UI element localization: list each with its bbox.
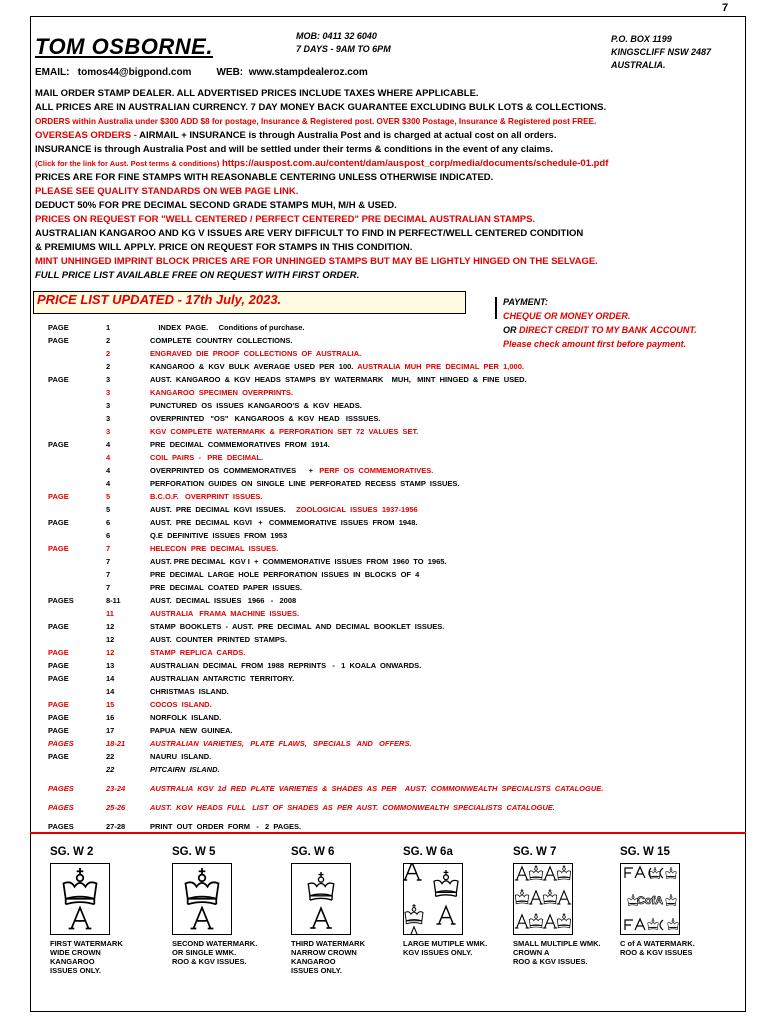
watermark-caption-line: ISSUES ONLY. <box>50 966 101 975</box>
row-page-number: 4 <box>106 466 111 475</box>
watermark-caption-line: ROO & KGV ISSUES. <box>172 957 247 966</box>
row-page-label: PAGE <box>48 752 69 761</box>
watermark-title: SG. W 2 <box>50 846 94 858</box>
terms-line: PRICES ARE FOR FINE STAMPS WITH REASONABLE CENTERING UNLESS OTHERWISE INDICATED. <box>35 172 494 183</box>
terms-line: FULL PRICE LIST AVAILABLE FREE ON REQUEST WITH FIRST ORDER. <box>35 270 360 281</box>
row-description <box>150 388 738 397</box>
index-row[interactable] <box>48 782 738 795</box>
row-description <box>150 427 738 436</box>
watermark-caption-line: NARROW CROWN <box>291 948 357 957</box>
row-page-label: PAGES <box>48 784 74 793</box>
watermark-caption <box>403 939 487 957</box>
row-description <box>150 375 738 384</box>
row-page-label: PAGE <box>48 648 69 657</box>
row-description-text: PRE DECIMAL COMMEMORATIVES FROM 1914. <box>150 440 330 449</box>
row-description-extra: AUSTRALIA MUH PRE DECIMAL PER 1,000. <box>353 362 524 371</box>
svg-text:CofA: CofA <box>636 895 664 907</box>
row-description <box>150 466 738 475</box>
watermark-image <box>172 863 232 935</box>
watermark-drawing <box>621 864 679 934</box>
terms-line: ALL PRICES ARE IN AUSTRALIAN CURRENCY. 7 DAY MONEY BACK GUARANTEE EXCLUDING BULK LOTS & COLLECTIONS. <box>35 102 607 113</box>
index-row[interactable] <box>48 464 738 477</box>
row-description <box>150 505 738 514</box>
watermark-caption-line: C of A WATERMARK. <box>620 939 695 948</box>
index-row[interactable] <box>48 360 738 373</box>
row-description <box>150 544 738 553</box>
watermark-title: SG. W 7 <box>513 846 557 858</box>
row-page-label: PAGES <box>48 803 74 812</box>
row-description <box>150 784 738 793</box>
row-description-text: AUST. KANGAROO & KGV HEADS STAMPS BY WATERMARK MUH, MINT HINGED & FINE USED. <box>150 375 527 384</box>
row-description-text: AUST. PRE DECIMAL KGV I + COMMEMORATIVE ISSUES FROM 1960 TO 1965. <box>150 557 447 566</box>
row-page-number: 7 <box>106 557 111 566</box>
row-page-number: 14 <box>106 674 115 683</box>
row-page-number: 2 <box>106 362 111 371</box>
index-row[interactable] <box>48 412 738 425</box>
watermark-drawing <box>173 864 231 934</box>
row-description-text: Q.E DEFINITIVE ISSUES FROM 1953 <box>150 531 288 540</box>
row-description <box>150 401 738 410</box>
row-description-text: AUSTRALIA KGV 1d RED PLATE VARIETIES & SHADES AS PER AUST. COMMONWEALTH SPECIALISTS CATALOGUE. <box>150 784 604 793</box>
payment-note: Please check amount first before payment. <box>503 339 687 349</box>
watermark-caption-line: SECOND WATERMARK. <box>172 939 258 948</box>
row-description-text: STAMP BOOKLETS - AUST. PRE DECIMAL AND DECIMAL BOOKLET ISSUES. <box>150 622 445 631</box>
row-description-text: KANGAROO & KGV BULK AVERAGE USED PER 100. <box>150 362 354 371</box>
terms-line: MINT UNHINGED IMPRINT BLOCK PRICES ARE FOR UNHINGED STAMPS BUT MAY BE LIGHTLY HINGED ON THE SELVAGE. <box>35 256 598 267</box>
row-description <box>150 596 738 605</box>
row-page-number: 27-28 <box>106 822 126 831</box>
index-row[interactable] <box>48 334 738 347</box>
section-divider <box>30 832 746 834</box>
row-page-number: 7 <box>106 570 111 579</box>
row-description-text: PERFORATION GUIDES ON SINGLE LINE PERFORATED RECESS STAMP ISSUES. <box>150 479 460 488</box>
row-description-text: PRE DECIMAL COATED PAPER ISSUES. <box>150 583 303 592</box>
row-description-text: PAPUA NEW GUINEA. <box>150 726 233 735</box>
row-page-number: 12 <box>106 622 115 631</box>
row-page-label: PAGE <box>48 336 69 345</box>
row-page-number: 23-24 <box>106 784 126 793</box>
address-line-3: AUSTRALIA. <box>611 60 666 70</box>
watermark-caption-line: KGV ISSUES ONLY. <box>403 948 473 957</box>
bank-transfer-link[interactable]: DIRECT CREDIT TO MY BANK ACCOUNT. <box>516 325 697 335</box>
terms-line: PRICES ON REQUEST FOR "WELL CENTERED / PERFECT CENTERED" PRE DECIMAL AUSTRALIAN STAMPS. <box>35 214 536 225</box>
mobile-number: MOB: 0411 32 6040 <box>296 31 377 41</box>
overseas-label: OVERSEAS ORDERS - <box>35 130 137 141</box>
watermark-caption-line: ROO & KGV ISSUES. <box>513 957 588 966</box>
row-description-text: AUST. DECIMAL ISSUES 1966 - 2008 <box>150 596 297 605</box>
row-description <box>150 765 738 774</box>
index-row[interactable] <box>48 685 738 698</box>
row-page-number: 22 <box>106 752 115 761</box>
row-page-number: 3 <box>106 388 111 397</box>
row-description <box>150 739 738 748</box>
online-contact <box>35 67 368 78</box>
overseas-text: AIRMAIL + INSURANCE is through Australia Post and is charged at actual cost on all orders. <box>136 130 557 141</box>
row-description <box>150 440 738 449</box>
row-page-label: PAGE <box>48 440 69 449</box>
row-page-label: PAGE <box>48 700 69 709</box>
index-row[interactable] <box>48 646 738 659</box>
updated-text: PRICE LIST UPDATED - 17th July, 2023. <box>37 292 282 307</box>
row-description <box>150 362 738 371</box>
row-page-label: PAGE <box>48 518 69 527</box>
index-row[interactable] <box>48 737 738 750</box>
row-page-number: 15 <box>106 700 115 709</box>
quality-standards-link[interactable]: PLEASE SEE QUALITY STANDARDS ON WEB PAGE LINK. <box>35 186 299 197</box>
web-label: WEB: <box>216 67 244 78</box>
auspost-note: (Click for the link for Aust. Post terms & conditions) <box>35 159 220 168</box>
index-row[interactable] <box>48 373 738 386</box>
watermark-image <box>403 863 463 935</box>
row-description <box>150 687 738 696</box>
watermark-card <box>513 846 601 966</box>
row-page-number: 3 <box>106 401 111 410</box>
index-row[interactable] <box>48 801 738 814</box>
row-description <box>150 661 738 670</box>
row-description-text: OVERPRINTED OS COMMEMORATIVES + <box>150 466 314 475</box>
watermark-title: SG. W 5 <box>172 846 216 858</box>
index-row[interactable] <box>48 399 738 412</box>
row-description <box>150 726 738 735</box>
index-row[interactable] <box>48 698 738 711</box>
row-description-text: AUSTRALIAN DECIMAL FROM 1988 REPRINTS - 1 KOALA ONWARDS. <box>150 661 422 670</box>
row-description-text: KANGAROO SPECIMEN OVERPRINTS. <box>150 388 293 397</box>
row-page-number: 17 <box>106 726 115 735</box>
dealer-name: TOM OSBORNE. <box>35 34 213 59</box>
row-page-label: PAGE <box>48 661 69 670</box>
terms-line: ORDERS within Australia under $300 ADD $8 for postage, Insurance & Registered post. OVER $300 Postage, Insurance & Registered post FREE. <box>35 117 597 126</box>
row-page-number: 14 <box>106 687 115 696</box>
row-description-extra: ZOOLOGICAL ISSUES 1937-1956 <box>285 505 418 514</box>
watermark-image <box>50 863 110 935</box>
row-description-text: PRINT OUT ORDER FORM - 2 PAGES. <box>150 822 302 831</box>
index-row[interactable] <box>48 711 738 724</box>
row-description <box>150 570 738 579</box>
index-row[interactable] <box>48 386 738 399</box>
watermark-image <box>291 863 351 935</box>
row-page-number: 12 <box>106 635 115 644</box>
row-page-number: 3 <box>106 427 111 436</box>
payment-or: OR <box>503 325 517 335</box>
row-description <box>150 803 738 812</box>
row-description <box>150 492 738 501</box>
index-row[interactable] <box>48 477 738 490</box>
row-description-text: ENGRAVED DIE PROOF COLLECTIONS OF AUSTRALIA. <box>150 349 362 358</box>
row-description-text: STAMP REPLICA CARDS. <box>150 648 246 657</box>
row-page-number: 18-21 <box>106 739 126 748</box>
index-row[interactable] <box>48 438 738 451</box>
row-page-number: 7 <box>106 544 111 553</box>
row-page-label: PAGE <box>48 544 69 553</box>
row-description <box>150 700 738 709</box>
watermark-title: SG. W 6 <box>291 846 335 858</box>
row-page-number: 25-26 <box>106 803 126 812</box>
row-description-text: INDEX PAGE. Conditions of purchase. <box>150 323 305 332</box>
row-description <box>150 648 738 657</box>
email-link[interactable]: tomos44@bigpond.com <box>77 67 192 78</box>
row-page-number: 22 <box>106 765 115 774</box>
row-page-number: 2 <box>106 336 111 345</box>
index-row[interactable] <box>48 542 738 555</box>
watermark-drawing <box>514 864 572 934</box>
row-description <box>150 609 738 618</box>
row-description-extra: PERF OS COMMEMORATIVES. <box>313 466 434 475</box>
email-label: EMAIL: <box>35 67 70 78</box>
payment-cheque: CHEQUE OR MONEY ORDER. <box>503 311 631 321</box>
row-page-number: 12 <box>106 648 115 657</box>
watermark-caption-line: LARGE MUTIPLE WMK. <box>403 939 488 948</box>
row-page-label: PAGE <box>48 375 69 384</box>
row-page-number: 4 <box>106 479 111 488</box>
watermark-caption-line: WIDE CROWN <box>50 948 101 957</box>
index-row[interactable] <box>48 347 738 360</box>
terms-line: INSURANCE is through Australia Post and will be settled under their terms & conditions in the event of any claims. <box>35 144 554 155</box>
row-page-number: 6 <box>106 518 111 527</box>
row-description <box>150 557 738 566</box>
row-description <box>150 349 738 358</box>
row-description <box>150 531 738 540</box>
row-description-text: AUSTRALIAN VARIETIES, PLATE FLAWS, SPECIALS AND OFFERS. <box>150 739 412 748</box>
address-line-1: P.O. BOX 1199 <box>611 34 672 44</box>
row-page-number: 4 <box>106 453 111 462</box>
watermark-card <box>620 846 695 957</box>
watermark-caption <box>172 939 257 966</box>
watermark-title: SG. W 6a <box>403 846 453 858</box>
watermark-caption-line: SMALL MULTIPLE WMK. <box>513 939 601 948</box>
row-page-label: PAGE <box>48 726 69 735</box>
row-description <box>150 414 738 423</box>
row-description <box>150 822 738 831</box>
postal-address <box>611 33 711 72</box>
row-page-number: 4 <box>106 440 111 449</box>
index-row[interactable] <box>48 763 738 776</box>
index-row[interactable] <box>48 594 738 607</box>
watermark-title: SG. W 15 <box>620 846 670 858</box>
terms-line: AUSTRALIAN KANGAROO AND KG V ISSUES ARE VERY DIFFICULT TO FIND IN PERFECT/WELL CENTERED CONDITION <box>35 228 584 239</box>
index-row[interactable] <box>48 633 738 646</box>
website-link[interactable]: www.stampdealeroz.com <box>248 67 368 78</box>
watermark-card <box>172 846 257 966</box>
row-description-text: AUSTRALIA FRAMA MACHINE ISSUES. <box>150 609 300 618</box>
row-description-text: PUNCTURED OS ISSUES KANGAROO'S & KGV HEADS. <box>150 401 362 410</box>
row-page-number: 6 <box>106 531 111 540</box>
contact-hours <box>296 30 391 56</box>
index-row[interactable] <box>48 724 738 737</box>
row-description <box>150 713 738 722</box>
row-page-number: 5 <box>106 505 111 514</box>
row-page-label: PAGES <box>48 739 74 748</box>
business-hours: 7 DAYS - 9AM TO 6PM <box>296 44 391 54</box>
watermark-caption-line: KANGAROO <box>291 957 336 966</box>
watermark-caption <box>513 939 601 966</box>
row-description-text: NORFOLK ISLAND. <box>150 713 222 722</box>
index-row[interactable] <box>48 451 738 464</box>
row-description <box>150 323 738 332</box>
row-description-text: AUST. COUNTER PRINTED STAMPS. <box>150 635 287 644</box>
terms-line: DEDUCT 50% FOR PRE DECIMAL SECOND GRADE STAMPS MUH, M/H & USED. <box>35 200 397 211</box>
watermark-card <box>291 846 365 975</box>
index-row[interactable] <box>48 321 738 334</box>
row-description <box>150 583 738 592</box>
row-description-text: NAURU ISLAND. <box>150 752 212 761</box>
row-page-number: 5 <box>106 492 111 501</box>
page-index-list <box>48 321 738 833</box>
watermark-caption-line: ISSUES ONLY. <box>291 966 342 975</box>
index-row[interactable] <box>48 750 738 763</box>
watermark-drawing <box>404 864 462 934</box>
watermark-caption-line: CROWN A <box>513 948 550 957</box>
index-row[interactable] <box>48 490 738 503</box>
row-page-label: PAGE <box>48 674 69 683</box>
row-page-number: 1 <box>106 323 111 332</box>
row-description-text: AUSTRALIAN ANTARCTIC TERRITORY. <box>150 674 295 683</box>
watermark-caption <box>291 939 365 975</box>
row-description <box>150 453 738 462</box>
terms-line: MAIL ORDER STAMP DEALER. ALL ADVERTISED PRICES INCLUDE TAXES WHERE APPLICABLE. <box>35 88 479 99</box>
watermark-image <box>513 863 573 935</box>
terms-line: & PREMIUMS WILL APPLY. PRICE ON REQUEST FOR STAMPS IN THIS CONDITION. <box>35 242 413 253</box>
row-page-number: 7 <box>106 583 111 592</box>
row-page-label: PAGES <box>48 822 74 831</box>
row-description-text: KGV COMPLETE WATERMARK & PERFORATION SET 72 VALUES SET. <box>150 427 419 436</box>
index-row[interactable] <box>48 672 738 685</box>
address-line-2: KINGSCLIFF NSW 2487 <box>611 47 712 57</box>
row-page-number: 8-11 <box>106 596 121 605</box>
index-row[interactable] <box>48 659 738 672</box>
row-description-text: OVERPRINTED "OS" KANGAROOS & KGV HEAD ISSSUES. <box>150 414 381 423</box>
index-row[interactable] <box>48 503 738 516</box>
row-description-text: AUST. PRE DECIMAL KGVI ISSUES. <box>150 505 286 514</box>
row-page-number: 3 <box>106 414 111 423</box>
index-row[interactable] <box>48 555 738 568</box>
index-row[interactable] <box>48 425 738 438</box>
index-row[interactable] <box>48 516 738 529</box>
index-row[interactable] <box>48 607 738 620</box>
watermark-caption <box>50 939 123 975</box>
terms-line <box>35 129 740 143</box>
watermark-caption <box>620 939 695 957</box>
row-description-text: HELECON PRE DECIMAL ISSUES. <box>150 544 279 553</box>
terms-section <box>35 87 740 283</box>
index-row[interactable] <box>48 568 738 581</box>
row-description <box>150 518 738 527</box>
row-description-text: AUST. KGV HEADS FULL LIST OF SHADES AS PER AUST. COMMONWEALTH SPECIALISTS CATALOGUE. <box>150 803 555 812</box>
page-number: 7 <box>722 2 729 14</box>
row-page-number: 13 <box>106 661 115 670</box>
watermark-caption-line: KANGAROO <box>50 957 95 966</box>
watermark-drawing <box>292 864 350 934</box>
row-description-text: COCOS ISLAND. <box>150 700 212 709</box>
row-page-number: 16 <box>106 713 115 722</box>
watermark-caption-line: ROO & KGV ISSUES <box>620 948 693 957</box>
payment-title: PAYMENT: <box>503 297 548 307</box>
row-description-text: CHRISTMAS ISLAND. <box>150 687 229 696</box>
row-page-number: 3 <box>106 375 111 384</box>
row-description <box>150 752 738 761</box>
row-page-label: PAGE <box>48 713 69 722</box>
row-description-text: B.C.O.F. OVERPRINT ISSUES. <box>150 492 263 501</box>
row-description <box>150 336 738 345</box>
watermark-caption-line: FIRST WATERMARK <box>50 939 123 948</box>
watermark-drawing <box>51 864 109 934</box>
row-description-text: PRE DECIMAL LARGE HOLE PERFORATION ISSUES IN BLOCKS OF 4 <box>150 570 420 579</box>
row-page-number: 2 <box>106 349 111 358</box>
row-page-label: PAGE <box>48 622 69 631</box>
row-description-text: COMPLETE COUNTRY COLLECTIONS. <box>150 336 293 345</box>
watermark-card <box>403 846 487 957</box>
row-page-label: PAGES <box>48 596 74 605</box>
watermark-card <box>50 846 123 975</box>
watermark-caption-line: THIRD WATERMARK <box>291 939 366 948</box>
terms-line <box>35 157 740 171</box>
row-description-text: PITCAIRN ISLAND. <box>150 765 220 774</box>
row-description-text: COIL PAIRS - PRE DECIMAL. <box>150 453 264 462</box>
auspost-link[interactable]: https://auspost.com.au/content/dam/auspost_corp/media/documents/schedule-01.pdf <box>219 158 609 169</box>
index-row[interactable] <box>48 620 738 633</box>
row-description <box>150 674 738 683</box>
row-description <box>150 479 738 488</box>
watermark-image <box>620 863 680 935</box>
row-page-label: PAGE <box>48 323 69 332</box>
row-page-number: 11 <box>106 609 114 618</box>
row-description-text: AUST. PRE DECIMAL KGVI + COMMEMORATIVE ISSUES FROM 1948. <box>150 518 418 527</box>
watermark-caption-line: OR SINGLE WMK. <box>172 948 237 957</box>
payment-divider <box>495 297 497 319</box>
row-description <box>150 622 738 631</box>
index-row[interactable] <box>48 581 738 594</box>
index-row[interactable] <box>48 529 738 542</box>
row-description <box>150 635 738 644</box>
row-page-label: PAGE <box>48 492 69 501</box>
